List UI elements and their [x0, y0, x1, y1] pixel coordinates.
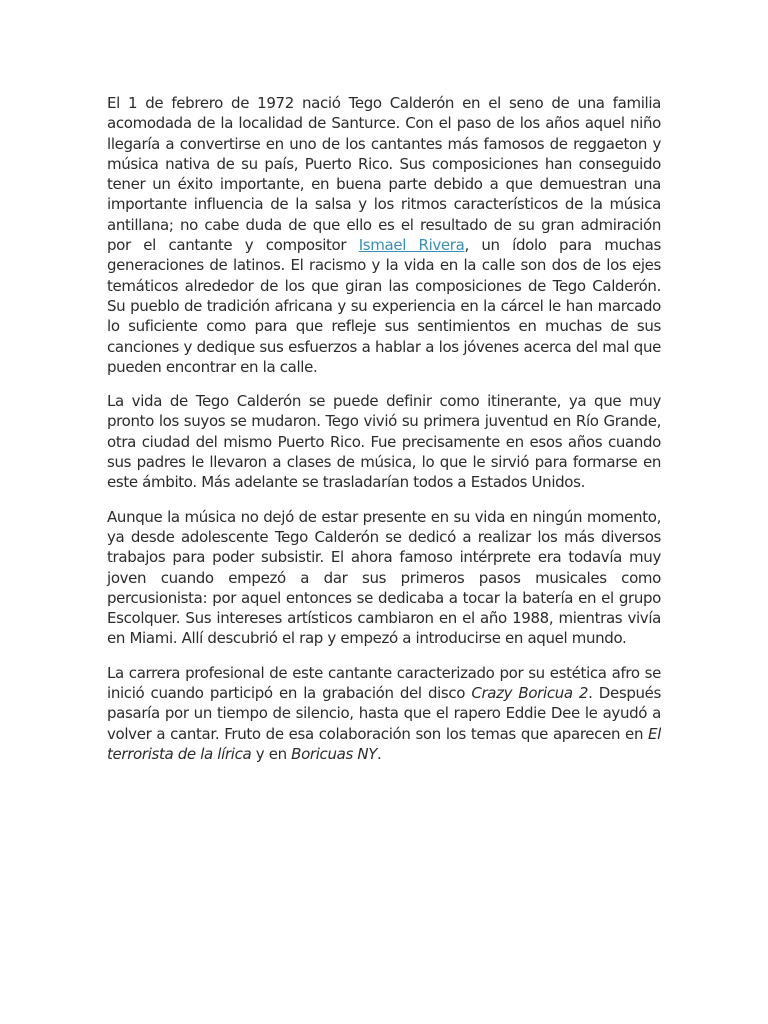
paragraph-youth [107, 391, 661, 492]
album-title: Boricuas NY [291, 744, 378, 763]
ismael-rivera-link[interactable]: Ismael Rivera [358, 236, 465, 255]
paragraph-career [107, 663, 661, 764]
paragraph-adolescence [107, 507, 661, 649]
paragraph-text: . [377, 744, 382, 763]
document-body [107, 93, 661, 778]
paragraph-text: La vida de Tego Calderón se puede definir como itinerante, ya que muy pronto los suyos se mudaron. Tego vivió su primera juventud en Río Grande, otra ciudad del mismo Puerto Rico. Fue precisamente en esos años cuando sus padres le llevaron a clases de música, lo que le sirvió para formarse en este ámbito. Más adelante se trasladarían todos a Estados Unidos. [107, 392, 661, 492]
paragraph-text: El 1 de febrero de 1972 nació Tego Calderón en el seno de una familia acomodada de la localidad de Santurce. Con el paso de los años aquel niño llegaría a convertirse en uno de los cantantes más famosos de reggaeton y música nativa de su país, Puerto Rico. Sus composiciones han conseguido tener un éxito importante, en buena parte debido a que demuestran una importante influencia de la salsa y los ritmos característicos de la música antillana; no cabe duda de que ello es el resultado de su gran admiración por el cantante y compositor [107, 94, 661, 255]
paragraph-text: . Después pasaría por un tiempo de silencio, hasta que el rapero Eddie Dee le ayudó a volver a cantar. Fruto de esa colaboración son los temas que aparecen en [107, 684, 661, 743]
paragraph-text: La carrera profesional de este cantante caracterizado por su estética afro se inició cuando participó en la grabación del disco [107, 663, 661, 703]
album-title: Crazy Boricua 2 [471, 684, 589, 703]
paragraph-text: , un ídolo para muchas generaciones de latinos. El racismo y la vida en la calle son dos de los ejes temáticos alrededor de los que giran las composiciones de Tego Calderón. Su pueblo de tradición africana y su experiencia en la cárcel le han marcado lo suficiente como para que refleje sus sentimientos en muchas de sus canciones y dedique sus esfuerzos a hablar a los jóvenes acerca del mal que pueden encontrar en la calle. [107, 236, 661, 376]
paragraph-text: y en [251, 744, 292, 763]
paragraph-text: Aunque la música no dejó de estar presente en su vida en ningún momento, ya desde adolescente Tego Calderón se dedicó a realizar los más diversos trabajos para poder subsistir. El ahora famoso intérprete era todavía muy joven cuando empezó a dar sus primeros pasos musicales como percusionista: por aquel entonces se dedicaba a tocar la batería en el grupo Escolquer. Sus intereses artísticos cambiaron en el año 1988, mientras vivía en Miami. Allí descubrió el rap y empezó a introducirse en aquel mundo. [107, 507, 661, 648]
paragraph-birth [107, 93, 661, 377]
album-title: El terrorista de la lírica [107, 724, 661, 763]
